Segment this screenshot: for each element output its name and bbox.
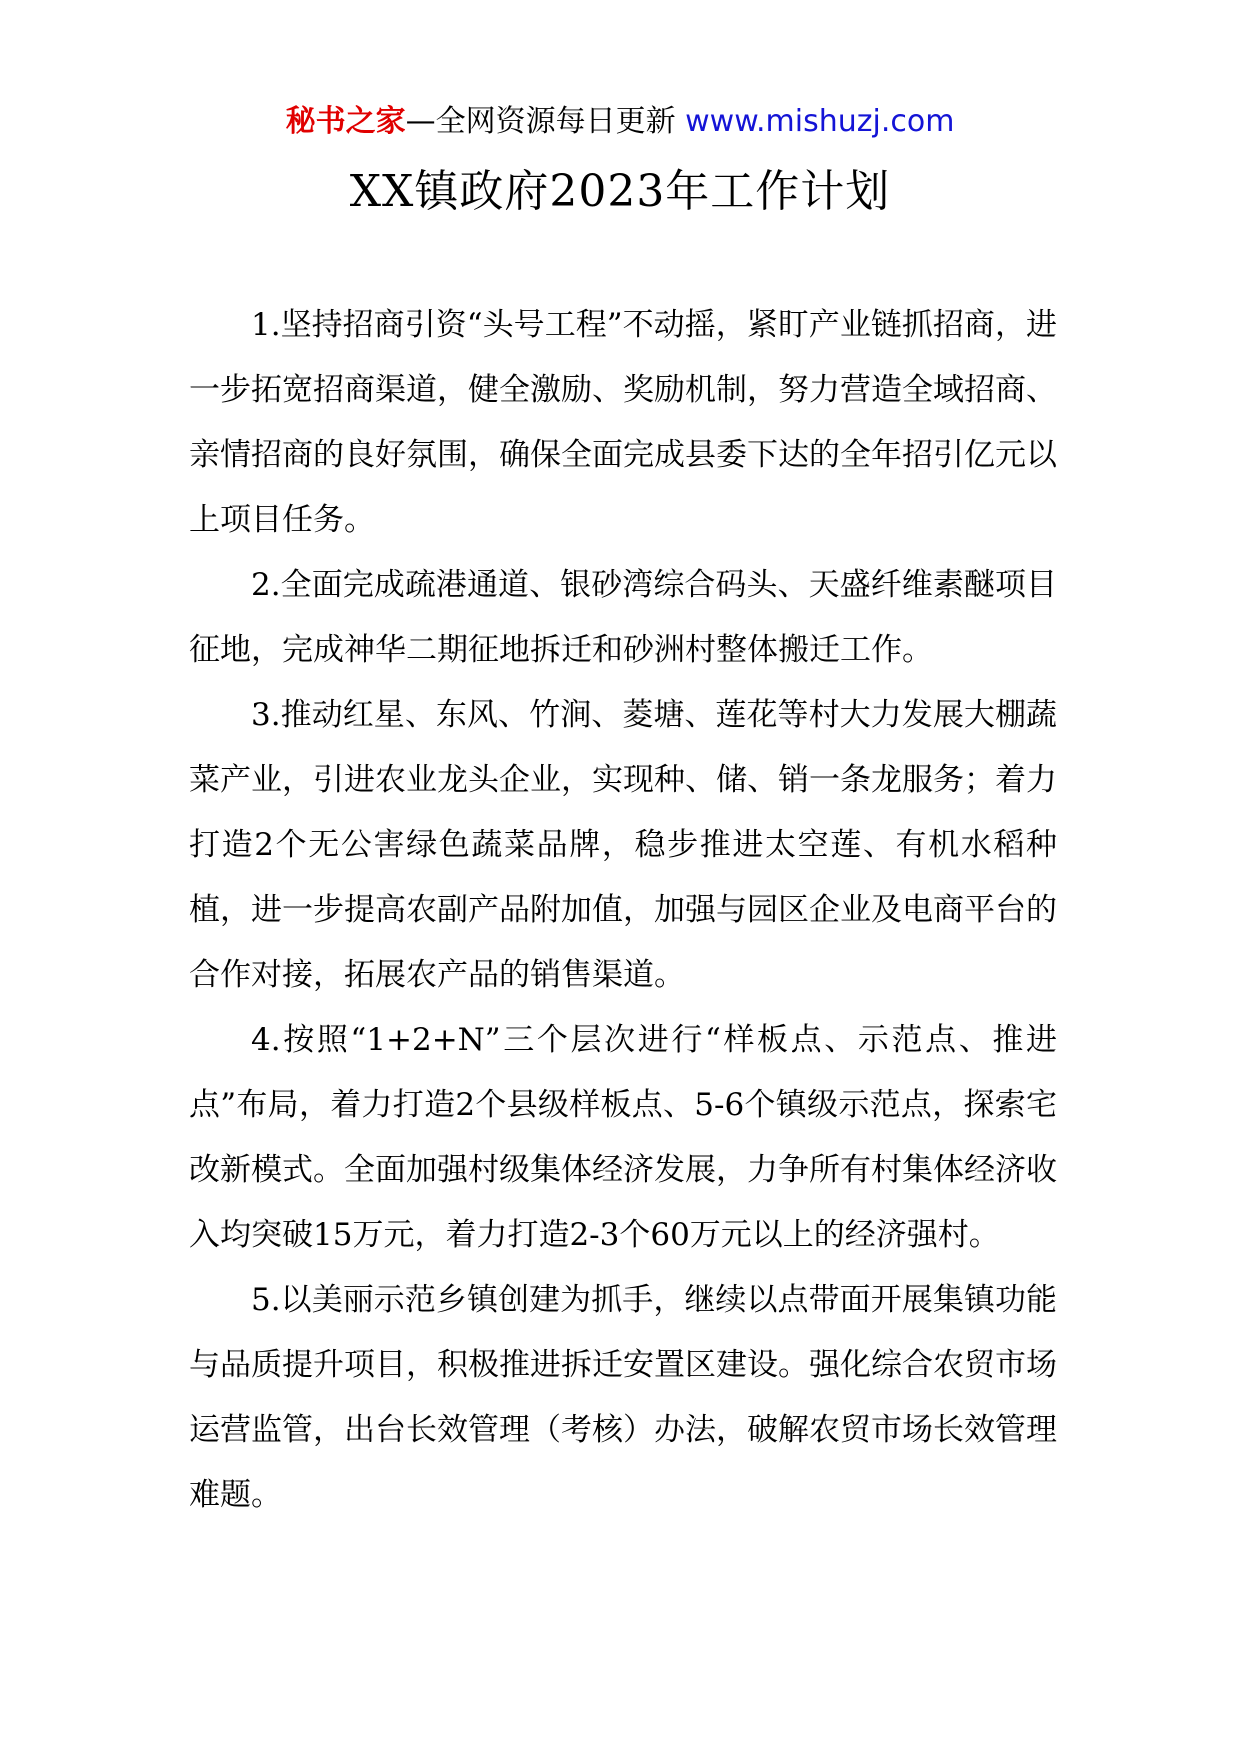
document-body xyxy=(189,293,1057,1528)
paragraph-1: 1.坚持招商引资“头号工程”不动摇，紧盯产业链抓招商，进一步拓宽招商渠道，健全激励、奖励机制，努力营造全域招商、亲情招商的良好氛围，确保全面完成县委下达的全年招引亿元以上项目任务。 xyxy=(189,307,1057,538)
paragraph-2: 2.全面完成疏港通道、银砂湾综合码头、天盛纤维素醚项目征地，完成神华二期征地拆迁和砂洲村整体搬迁工作。 xyxy=(189,567,1057,668)
site-url[interactable]: www.mishuzj.com xyxy=(685,104,955,139)
paragraph-3: 3.推动红星、东风、竹涧、菱塘、莲花等村大力发展大棚蔬菜产业，引进农业龙头企业，实现种、储、销一条龙服务；着力打造2个无公害绿色蔬菜品牌，稳步推进太空莲、有机水稻种植，进一步提高农副产品附加值，加强与园区企业及电商平台的合作对接，拓展农产品的销售渠道。 xyxy=(189,697,1057,993)
site-brand: 秘书之家 xyxy=(285,104,406,139)
document-title: XX镇政府2023年工作计划 xyxy=(349,166,891,217)
paragraph-5: 5.以美丽示范乡镇创建为抓手，继续以点带面开展集镇功能与品质提升项目，积极推进拆迁安置区建设。强化综合农贸市场运营监管，出台长效管理（考核）办法，破解农贸市场长效管理难题。 xyxy=(189,1282,1057,1513)
site-header xyxy=(0,100,1240,144)
paragraph-4: 4.按照“1+2+N”三个层次进行“样板点、示范点、推进点”布局，着力打造2个县级样板点、5-6个镇级示范点，探索宅改新模式。全面加强村级集体经济发展，力争所有村集体经济收入均突破15万元，着力打造2-3个60万元以上的经济强村。 xyxy=(189,1022,1057,1253)
site-tagline: —全网资源每日更新 xyxy=(405,104,686,139)
